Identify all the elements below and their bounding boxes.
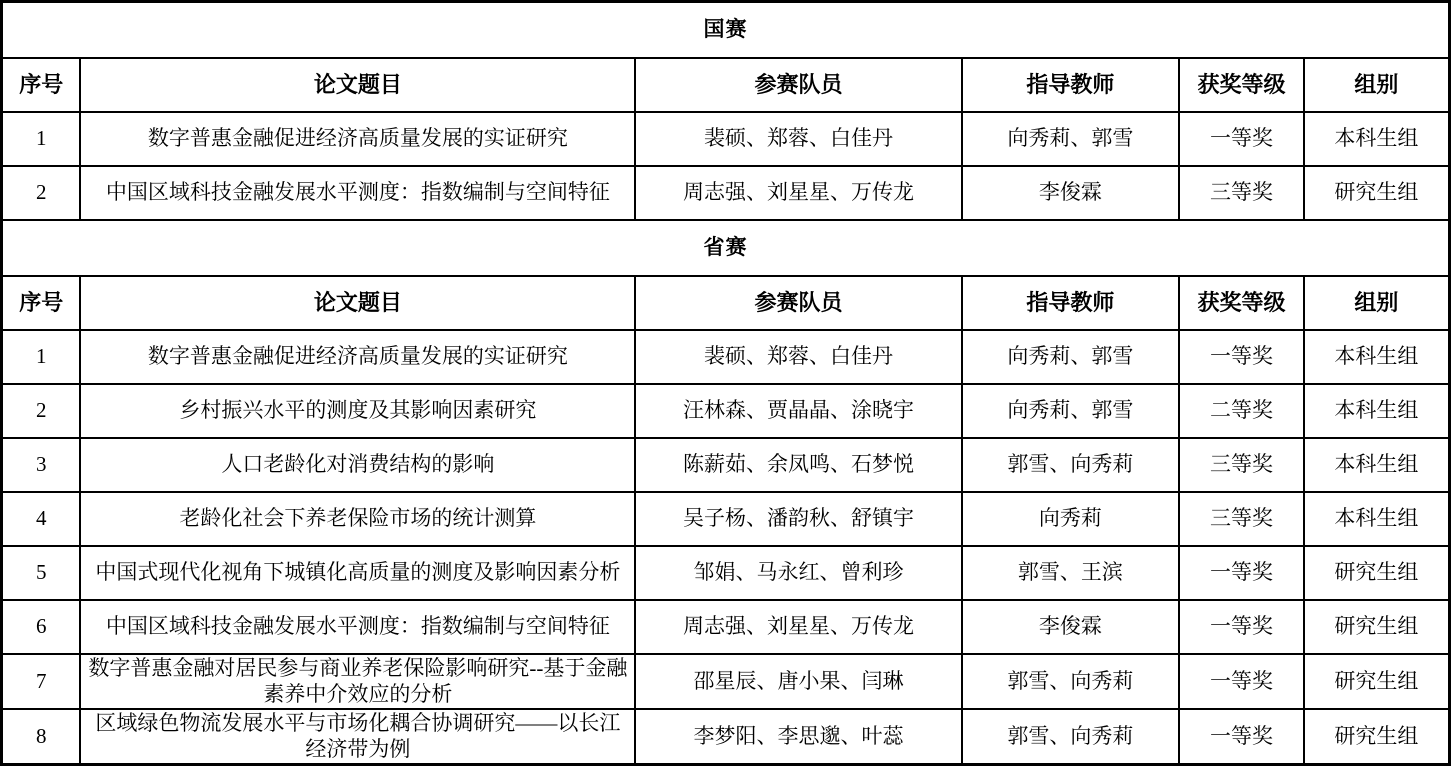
column-header: 参赛队员	[635, 58, 961, 112]
group-cell: 本科生组	[1304, 384, 1450, 438]
table-row	[2, 654, 1450, 709]
row-number-cell: 5	[2, 546, 81, 600]
paper-title-cell: 区域绿色物流发展水平与市场化耦合协调研究——以长江经济带为例	[80, 709, 635, 765]
team-members-cell: 吴子杨、潘韵秋、舒镇宇	[635, 492, 961, 546]
award-level-cell: 一等奖	[1179, 654, 1304, 709]
table-row	[2, 492, 1450, 546]
group-cell: 研究生组	[1304, 546, 1450, 600]
column-header: 参赛队员	[635, 276, 961, 330]
group-cell: 本科生组	[1304, 330, 1450, 384]
column-header: 组别	[1304, 276, 1450, 330]
column-header: 获奖等级	[1179, 276, 1304, 330]
paper-title-cell: 数字普惠金融促进经济高质量发展的实证研究	[80, 112, 635, 166]
group-cell: 研究生组	[1304, 654, 1450, 709]
advisors-cell: 郭雪、向秀莉	[962, 438, 1179, 492]
column-header: 指导教师	[962, 276, 1179, 330]
advisors-cell: 李俊霖	[962, 166, 1179, 220]
team-members-cell: 邹娟、马永红、曾利珍	[635, 546, 961, 600]
table-row	[2, 709, 1450, 765]
award-level-cell: 三等奖	[1179, 492, 1304, 546]
column-header: 论文题目	[80, 276, 635, 330]
award-level-cell: 一等奖	[1179, 546, 1304, 600]
table-row	[2, 546, 1450, 600]
paper-title-cell: 乡村振兴水平的测度及其影响因素研究	[80, 384, 635, 438]
group-cell: 研究生组	[1304, 600, 1450, 654]
column-header-row	[2, 276, 1450, 330]
group-cell: 研究生组	[1304, 166, 1450, 220]
team-members-cell: 周志强、刘星星、万传龙	[635, 600, 961, 654]
section-row	[2, 220, 1450, 276]
advisors-cell: 向秀莉	[962, 492, 1179, 546]
group-cell: 本科生组	[1304, 112, 1450, 166]
advisors-cell: 向秀莉、郭雪	[962, 330, 1179, 384]
table-row	[2, 384, 1450, 438]
group-cell: 研究生组	[1304, 709, 1450, 765]
column-header: 序号	[2, 58, 81, 112]
award-level-cell: 三等奖	[1179, 438, 1304, 492]
row-number-cell: 1	[2, 330, 81, 384]
row-number-cell: 1	[2, 112, 81, 166]
column-header: 指导教师	[962, 58, 1179, 112]
team-members-cell: 汪林森、贾晶晶、涂晓宇	[635, 384, 961, 438]
award-level-cell: 一等奖	[1179, 330, 1304, 384]
section-row	[2, 2, 1450, 59]
paper-title-cell: 中国式现代化视角下城镇化高质量的测度及影响因素分析	[80, 546, 635, 600]
team-members-cell: 李梦阳、李思邈、叶蕊	[635, 709, 961, 765]
row-number-cell: 3	[2, 438, 81, 492]
paper-title-cell: 中国区域科技金融发展水平测度：指数编制与空间特征	[80, 600, 635, 654]
team-members-cell: 邵星辰、唐小果、闫琳	[635, 654, 961, 709]
section-title: 省赛	[2, 220, 1450, 276]
group-cell: 本科生组	[1304, 492, 1450, 546]
advisors-cell: 李俊霖	[962, 600, 1179, 654]
column-header: 获奖等级	[1179, 58, 1304, 112]
advisors-cell: 郭雪、向秀莉	[962, 654, 1179, 709]
advisors-cell: 向秀莉、郭雪	[962, 384, 1179, 438]
row-number-cell: 2	[2, 384, 81, 438]
column-header: 序号	[2, 276, 81, 330]
award-level-cell: 二等奖	[1179, 384, 1304, 438]
column-header: 论文题目	[80, 58, 635, 112]
award-level-cell: 三等奖	[1179, 166, 1304, 220]
team-members-cell: 裴硕、郑蓉、白佳丹	[635, 330, 961, 384]
team-members-cell: 周志强、刘星星、万传龙	[635, 166, 961, 220]
award-level-cell: 一等奖	[1179, 709, 1304, 765]
table-row	[2, 600, 1450, 654]
table-row	[2, 166, 1450, 220]
advisors-cell: 郭雪、向秀莉	[962, 709, 1179, 765]
row-number-cell: 6	[2, 600, 81, 654]
row-number-cell: 2	[2, 166, 81, 220]
advisors-cell: 郭雪、王滨	[962, 546, 1179, 600]
group-cell: 本科生组	[1304, 438, 1450, 492]
award-level-cell: 一等奖	[1179, 112, 1304, 166]
table-row	[2, 330, 1450, 384]
paper-title-cell: 老龄化社会下养老保险市场的统计测算	[80, 492, 635, 546]
section-title: 国赛	[2, 2, 1450, 59]
paper-title-cell: 数字普惠金融对居民参与商业养老保险影响研究--基于金融素养中介效应的分析	[80, 654, 635, 709]
paper-title-cell: 中国区域科技金融发展水平测度：指数编制与空间特征	[80, 166, 635, 220]
column-header-row	[2, 58, 1450, 112]
table-row	[2, 112, 1450, 166]
award-level-cell: 一等奖	[1179, 600, 1304, 654]
row-number-cell: 7	[2, 654, 81, 709]
row-number-cell: 4	[2, 492, 81, 546]
advisors-cell: 向秀莉、郭雪	[962, 112, 1179, 166]
column-header: 组别	[1304, 58, 1450, 112]
team-members-cell: 裴硕、郑蓉、白佳丹	[635, 112, 961, 166]
row-number-cell: 8	[2, 709, 81, 765]
table-row	[2, 438, 1450, 492]
team-members-cell: 陈薪茹、余凤鸣、石梦悦	[635, 438, 961, 492]
paper-title-cell: 数字普惠金融促进经济高质量发展的实证研究	[80, 330, 635, 384]
paper-title-cell: 人口老龄化对消费结构的影响	[80, 438, 635, 492]
